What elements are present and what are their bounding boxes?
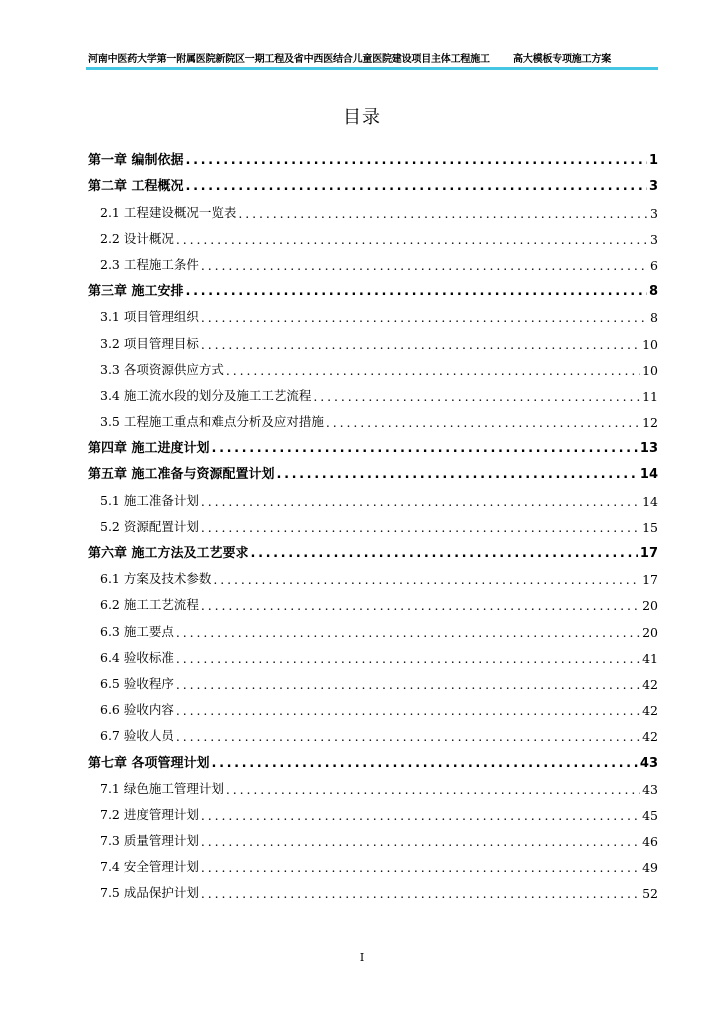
toc-section-entry[interactable]: [88, 692, 658, 718]
toc-dot-leader: [176, 625, 640, 640]
toc-entry-label: 3.1 项目管理组织: [100, 309, 199, 325]
toc-dot-leader: [277, 467, 638, 482]
toc-section-entry[interactable]: [88, 378, 658, 404]
toc-entry-label: 3.4 施工流水段的划分及施工工艺流程: [100, 387, 312, 403]
toc-section-entry[interactable]: [88, 666, 658, 692]
toc-entry-label: 第六章 施工方法及工艺要求: [88, 546, 249, 561]
toc-entry-page: 14: [639, 467, 658, 483]
toc-dot-leader: [213, 572, 640, 587]
header-project-name: 河南中医药大学第一附属医院新院区一期工程及省中西医结合儿童医院建设项目主体工程施工: [88, 54, 490, 65]
toc-dot-leader: [212, 441, 638, 456]
toc-entry-label: 3.3 各项资源供应方式: [100, 361, 224, 377]
toc-entry-label: 第三章 施工安排: [88, 284, 184, 300]
toc-dot-leader: [201, 494, 640, 509]
toc-entry-label: 7.1 绿色施工管理计划: [100, 780, 224, 796]
toc-entry-label: 3.5 工程施工重点和难点分析及应对措施: [100, 414, 324, 430]
toc-dot-leader: [201, 310, 648, 325]
toc-entry-page: 15: [642, 519, 658, 535]
toc-entry-label: 7.3 质量管理计划: [100, 833, 199, 849]
toc-dot-leader: [313, 389, 640, 404]
toc-section-entry[interactable]: [88, 194, 658, 220]
toc-dot-leader: [201, 808, 640, 823]
page-number: I: [359, 951, 365, 964]
toc-entry-page: 10: [642, 362, 658, 378]
toc-entry-page: 20: [642, 598, 658, 614]
toc-dot-leader: [186, 153, 647, 168]
toc-entry-page: 43: [642, 781, 658, 797]
toc-entry-page: 8: [648, 284, 658, 300]
toc-chapter-entry[interactable]: [88, 535, 658, 561]
toc-entry-page: 17: [639, 546, 658, 561]
toc-section-entry[interactable]: [88, 325, 658, 351]
toc-entry-page: 14: [642, 493, 658, 509]
toc-entry-page: 52: [642, 886, 658, 902]
toc-entry-page: 45: [642, 807, 658, 823]
toc-section-entry[interactable]: [88, 613, 658, 639]
toc-section-entry[interactable]: [88, 797, 658, 823]
header-rule: [86, 67, 658, 70]
toc-entry-page: 49: [642, 860, 658, 876]
toc-dot-leader: [186, 284, 647, 299]
toc-entry-label: 6.5 验收程序: [100, 675, 174, 691]
toc-entry-label: 2.3 工程施工条件: [100, 256, 199, 272]
toc-section-entry[interactable]: [88, 509, 658, 535]
toc-entry-label: 7.4 安全管理计划: [100, 859, 199, 875]
toc-entry-label: 第四章 施工进度计划: [88, 441, 210, 457]
toc-entry-label: 7.5 成品保护计划: [100, 885, 199, 901]
toc-section-entry[interactable]: [88, 352, 658, 378]
toc-section-entry[interactable]: [88, 221, 658, 247]
toc-dot-leader: [176, 703, 640, 718]
header-document-title: 高大模板专项施工方案: [513, 54, 611, 65]
toc-dot-leader: [226, 782, 640, 797]
toc-section-entry[interactable]: [88, 849, 658, 875]
toc-entry-page: 42: [642, 676, 658, 692]
toc-section-entry[interactable]: [88, 718, 658, 744]
toc-entry-page: 41: [642, 650, 658, 666]
toc-entry-page: 42: [642, 729, 658, 745]
toc-entry-label: 3.2 项目管理目标: [100, 335, 199, 351]
toc-dot-leader: [201, 860, 640, 875]
toc-section-entry[interactable]: [88, 875, 658, 901]
toc-section-entry[interactable]: [88, 404, 658, 430]
toc-entry-label: 第一章 编制依据: [88, 153, 184, 169]
toc-entry-page: 13: [639, 441, 658, 457]
toc-entry-page: 46: [642, 834, 658, 850]
toc-dot-leader: [201, 520, 640, 535]
toc-chapter-entry[interactable]: [88, 456, 658, 482]
toc-entry-label: 第五章 施工准备与资源配置计划: [88, 467, 275, 483]
toc-dot-leader: [251, 546, 638, 561]
toc-dot-leader: [201, 337, 640, 352]
toc-entry-page: 17: [642, 572, 658, 588]
toc-dot-leader: [326, 415, 640, 430]
toc-chapter-entry[interactable]: [88, 273, 658, 299]
toc-entry-page: 6: [650, 257, 658, 273]
toc-entry-page: 3: [650, 205, 658, 221]
toc-section-entry[interactable]: [88, 299, 658, 325]
toc-entry-label: 6.1 方案及技术参数: [100, 571, 212, 587]
toc-chapter-entry[interactable]: [88, 142, 658, 168]
toc-entry-label: 6.3 施工要点: [100, 623, 174, 639]
toc-dot-leader: [176, 677, 640, 692]
table-of-contents: [88, 142, 658, 901]
toc-entry-label: 6.6 验收内容: [100, 702, 174, 718]
toc-entry-page: 43: [639, 755, 658, 771]
toc-section-entry[interactable]: [88, 247, 658, 273]
toc-dot-leader: [212, 756, 638, 771]
toc-entry-label: 2.1 工程建设概况一览表: [100, 204, 237, 220]
toc-entry-page: 20: [642, 624, 658, 640]
toc-dot-leader: [176, 651, 640, 666]
toc-dot-leader: [226, 363, 640, 378]
toc-entry-page: 3: [650, 231, 658, 247]
toc-dot-leader: [201, 886, 640, 901]
toc-entry-label: 第七章 各项管理计划: [88, 755, 210, 771]
toc-section-entry[interactable]: [88, 587, 658, 613]
toc-entry-label: 6.2 施工工艺流程: [100, 597, 199, 613]
toc-entry-label: 5.2 资源配置计划: [100, 518, 199, 534]
toc-entry-label: 7.2 进度管理计划: [100, 806, 199, 822]
toc-entry-label: 5.1 施工准备计划: [100, 492, 199, 508]
toc-entry-label: 2.2 设计概况: [100, 230, 174, 246]
toc-dot-leader: [176, 729, 640, 744]
toc-entry-page: 3: [648, 179, 658, 195]
toc-entry-label: 第二章 工程概况: [88, 179, 184, 195]
toc-entry-page: 8: [650, 310, 658, 326]
toc-dot-leader: [201, 834, 640, 849]
toc-dot-leader: [201, 598, 640, 613]
toc-section-entry[interactable]: [88, 482, 658, 508]
toc-entry-page: 42: [642, 703, 658, 719]
toc-dot-leader: [201, 258, 648, 273]
toc-section-entry[interactable]: [88, 561, 658, 587]
toc-entry-label: 6.4 验收标准: [100, 649, 174, 665]
page-title: 目录: [343, 107, 381, 128]
toc-dot-leader: [186, 179, 647, 194]
toc-entry-page: 12: [642, 415, 658, 431]
toc-entry-label: 6.7 验收人员: [100, 728, 174, 744]
toc-chapter-entry[interactable]: [88, 430, 658, 456]
toc-section-entry[interactable]: [88, 771, 658, 797]
toc-entry-page: 11: [642, 388, 658, 404]
toc-section-entry[interactable]: [88, 640, 658, 666]
toc-chapter-entry[interactable]: [88, 744, 658, 770]
toc-chapter-entry[interactable]: [88, 168, 658, 194]
toc-section-entry[interactable]: [88, 823, 658, 849]
toc-entry-page: 1: [648, 153, 658, 169]
toc-dot-leader: [176, 232, 648, 247]
toc-dot-leader: [238, 206, 648, 221]
toc-entry-page: 10: [642, 336, 658, 352]
